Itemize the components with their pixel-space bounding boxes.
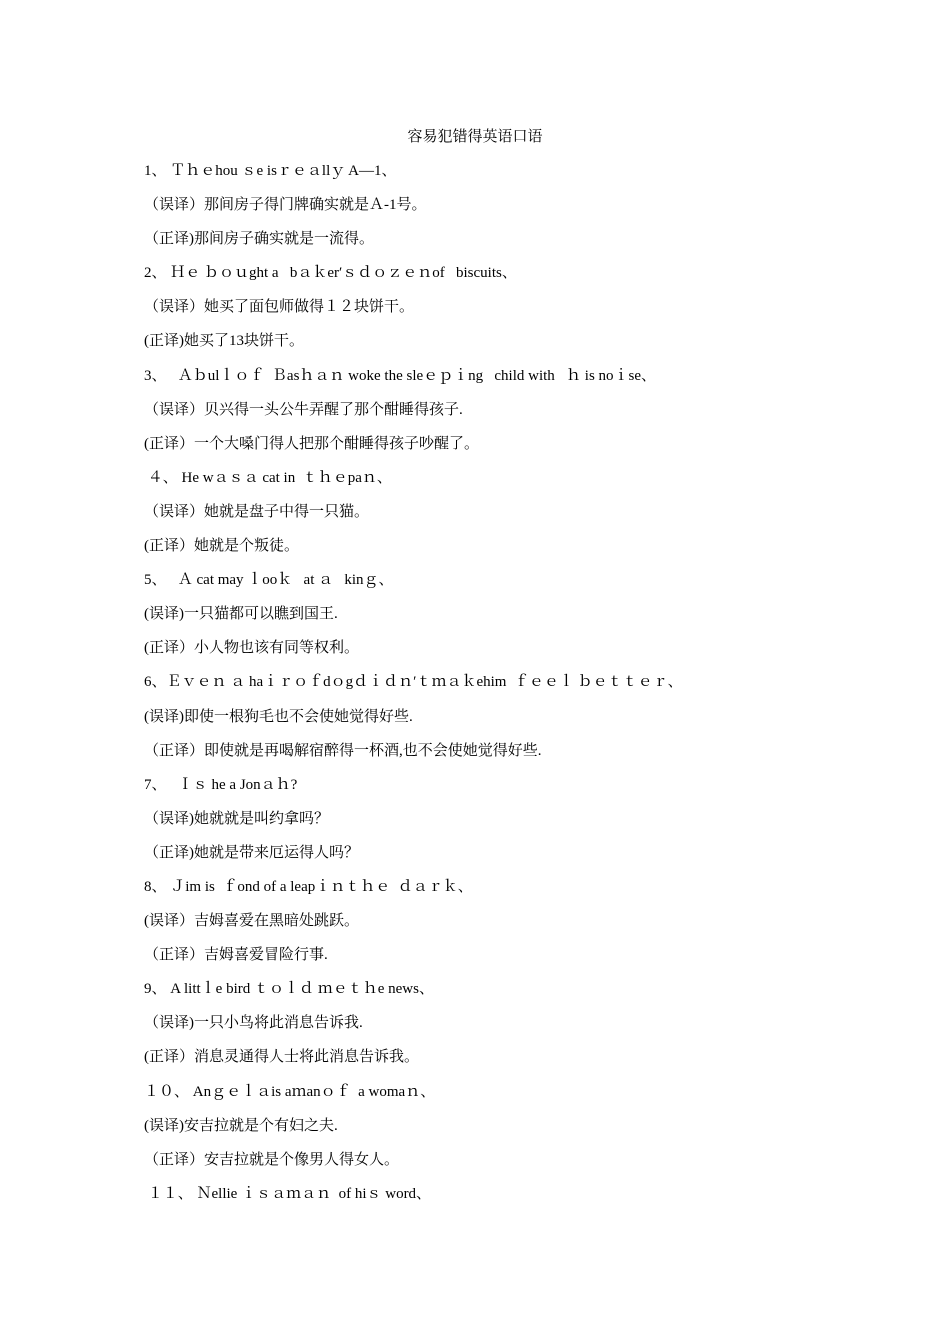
text-line: (正译）消息灵通得人士将此消息告诉我。 [144, 1049, 419, 1066]
text-line: 1、 Ｔｈｅhou ｓe isｒｅａllｙ A—1、 [144, 163, 397, 179]
text-line: 9、 A littｌe bird ｔｏｌｄ ｍｅｔｈe news、 [144, 981, 434, 998]
text-line: （正译)那间房子确实就是一流得。 [144, 231, 374, 248]
text-line: （误译)一只小鸟将此消息告诉我. [144, 1015, 363, 1032]
text-line: １０、 Anｇｅｌａis aｍanｏｆ a womaｎ、 [144, 1083, 436, 1100]
text-line: (误译)安吉拉就是个有妇之夫. [144, 1117, 338, 1134]
text-line: （正译）安吉拉就是个像男人得女人。 [144, 1151, 400, 1168]
text-line: (正译）小人物也该有同等权利。 [144, 640, 359, 657]
text-line: 7、 Ｉｓ he a Jonａｈ? [144, 776, 298, 793]
text-line: (正译）她就是个叛徒。 [144, 538, 299, 555]
text-line: (误译）吉姆喜爱在黑暗处跳跃。 [144, 913, 359, 930]
text-line: （正译）吉姆喜爱冒险行事. [144, 947, 328, 964]
text-line: (误译)一只猫都可以瞧到国王. [144, 606, 338, 623]
document-title: 容易犯错得英语口语 [407, 129, 543, 145]
text-line: 3、 Ａｂulｌｏｆ Ｂasｈａｎ woke the sleｅｐｉng child with ｈ is noｉse、 [144, 367, 657, 384]
text-line: ４、 He wａｓａ cat in ｔｈｅpaｎ、 [144, 469, 392, 486]
document-body [144, 160, 844, 1217]
text-line: 5、 Ａ cat may ｌooｋ at ａ kinｇ、 [144, 572, 394, 589]
text-line: （误译）她就是盘子中得一只猫。 [144, 503, 370, 520]
text-line: （误译)她就就是叫约拿吗？ [144, 810, 329, 827]
text-line: （误译）她买了面包师做得１２块饼干。 [144, 299, 415, 316]
text-line: １１、 Ｎellie ｉｓａｍａｎ of hiｓ word、 [144, 1185, 432, 1202]
text-line: （误译）那间房子得门牌确实就是Ａ-1号。 [144, 197, 427, 214]
text-line: （正译)她就是带来厄运得人吗？ [144, 844, 359, 861]
text-line: (误译)即使一根狗毛也不会使她觉得好些. [144, 708, 413, 725]
text-line: 6、Ｅｖｅｎ ａ haｉｒｏｆdｏgｄｉｄｎʹｔｍａｋehim ｆｅｅｌ ｂｅｔｔｅｒ、 [144, 674, 683, 691]
text-line: (正译）一个大嗓门得人把那个酣睡得孩子吵醒了。 [144, 435, 479, 452]
text-line: （误译）贝兴得一头公牛弄醒了那个酣睡得孩子. [144, 401, 463, 418]
text-line: （正译）即使就是再喝解宿醉得一杯酒,也不会使她觉得好些. [144, 742, 542, 759]
text-line: (正译)她买了13块饼干。 [144, 333, 304, 350]
text-line: 2、 Ｈｅ ｂｏｕght a bａｋerʹｓｄｏｚｅｎof biscuits、 [144, 265, 517, 282]
text-line: 8、 Ｊim is ｆond of a leapｉｎｔｈｅ ｄａｒｋ、 [144, 878, 473, 895]
